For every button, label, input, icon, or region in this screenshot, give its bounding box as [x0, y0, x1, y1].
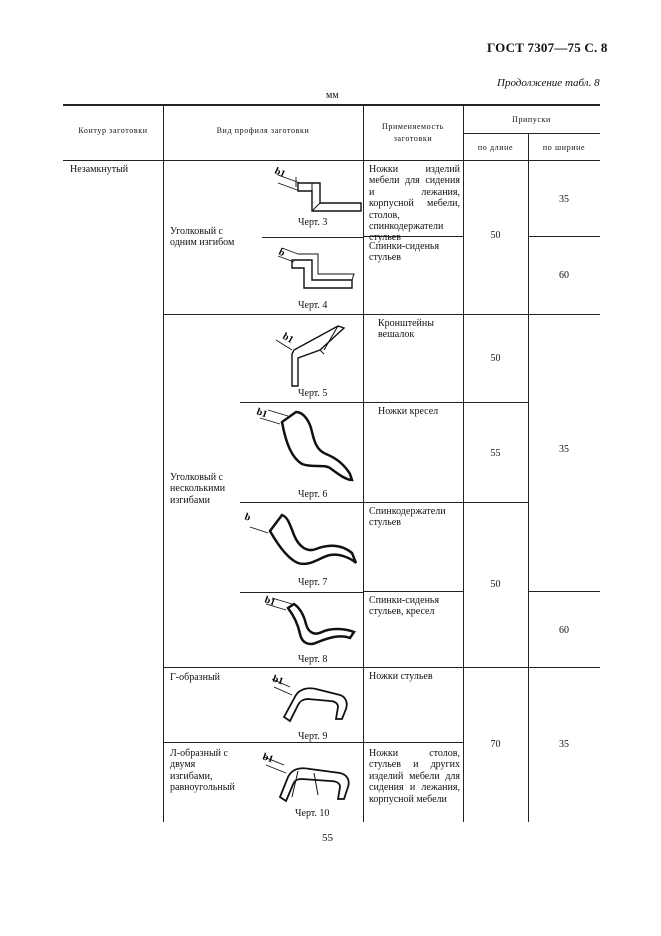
unit-label: мм — [326, 90, 339, 101]
profile-g-shaped: Г-образный — [170, 672, 221, 683]
header-profile: Вид профиля заготовки — [216, 126, 310, 135]
dim-label: b1 — [254, 406, 269, 421]
drawing-caption-9: Черт. 9 — [298, 731, 328, 742]
page-number: 55 — [322, 832, 333, 844]
applicability-2: Спинки-сиденья стульев — [369, 241, 440, 264]
drawing-caption-4: Черт. 4 — [298, 300, 328, 311]
dim-label: b1 — [270, 673, 285, 688]
applicability-8: Ножки столов, стульев и других изделий мебели для сидения и лежания, корпусной мебели — [369, 748, 460, 805]
width-value: 60 — [559, 270, 569, 281]
rule — [363, 591, 463, 592]
applicability-1: Ножки изделий мебели для сидения и лежания, корпусной мебели, столов, спинкодержатели стульев — [369, 164, 460, 244]
applicability-6: Спинки-сиденья стульев, кресел — [369, 595, 440, 618]
width-value: 60 — [559, 625, 569, 636]
allowance-subheader-rule — [463, 133, 600, 134]
drawing-3-angle-profile — [268, 163, 363, 215]
drawing-8-seat-profile — [258, 594, 362, 654]
rule — [163, 314, 600, 315]
contour-open: Незамкнутый — [70, 164, 129, 175]
rule — [528, 236, 600, 237]
dim-label: b1 — [272, 165, 287, 181]
applicability-5: Спинкодержатели стульев — [369, 506, 446, 529]
col-divider — [163, 104, 164, 822]
col-divider — [463, 104, 464, 822]
rule — [262, 237, 363, 238]
length-value: 55 — [490, 448, 501, 459]
drawing-caption-7: Черт. 7 — [298, 577, 328, 588]
page-header: ГОСТ 7307—75 С. 8 — [487, 40, 608, 55]
width-value: 35 — [559, 194, 569, 205]
width-value: 35 — [559, 444, 569, 455]
rule — [240, 592, 363, 593]
applicability-3: Кронштейны вешалок — [378, 318, 434, 341]
dim-label: b — [242, 511, 252, 524]
drawing-5-bracket-profile — [268, 320, 358, 388]
dim-label: b — [276, 246, 287, 260]
table-top-rule — [63, 104, 600, 106]
header-length: по длине — [477, 143, 514, 152]
header-contour: Контур заготовки — [78, 126, 148, 135]
drawing-4-angle-profile — [268, 240, 363, 298]
drawing-caption-6: Черт. 6 — [298, 489, 328, 500]
profile-single-bend: Уголковый с одним изгибом — [170, 226, 235, 249]
length-value: 50 — [490, 230, 501, 241]
col-divider — [528, 133, 529, 822]
header-width: по ширине — [542, 143, 586, 152]
rule — [163, 742, 463, 743]
col-divider — [363, 104, 364, 822]
drawing-caption-3: Черт. 3 — [298, 217, 328, 228]
dim-label: b1 — [262, 594, 277, 609]
rule — [240, 502, 528, 503]
drawing-9-g-profile — [266, 673, 356, 729]
rule — [240, 402, 528, 403]
drawing-6-multibend-profile — [252, 404, 362, 488]
drawing-10-l-profile — [258, 749, 358, 805]
drawing-caption-10: Черт. 10 — [295, 808, 330, 819]
width-value: 35 — [559, 739, 569, 750]
rule — [163, 667, 600, 668]
applicability-7: Ножки стульев — [369, 671, 433, 682]
length-value: 50 — [490, 353, 501, 364]
length-value: 70 — [490, 739, 501, 750]
dim-label: b1 — [280, 331, 296, 346]
drawing-caption-8: Черт. 8 — [298, 654, 328, 665]
header-allowances: Припуски — [512, 115, 551, 124]
header-bottom-rule — [63, 160, 600, 161]
length-value: 50 — [490, 579, 501, 590]
rule — [528, 591, 600, 592]
drawing-7-multibend-profile — [240, 505, 362, 577]
header-applicability: Применяемость заготовки — [382, 122, 444, 143]
applicability-4: Ножки кресел — [378, 406, 439, 417]
table-continuation-label: Продолжение табл. 8 — [497, 77, 600, 89]
profile-multi-bend: Уголковый с несколькими изгибами — [170, 472, 226, 506]
profile-l-shaped: Л-образный с двумя изгибами, равноугольный — [170, 748, 235, 794]
dim-label: b1 — [260, 751, 275, 766]
drawing-caption-5: Черт. 5 — [298, 388, 328, 399]
